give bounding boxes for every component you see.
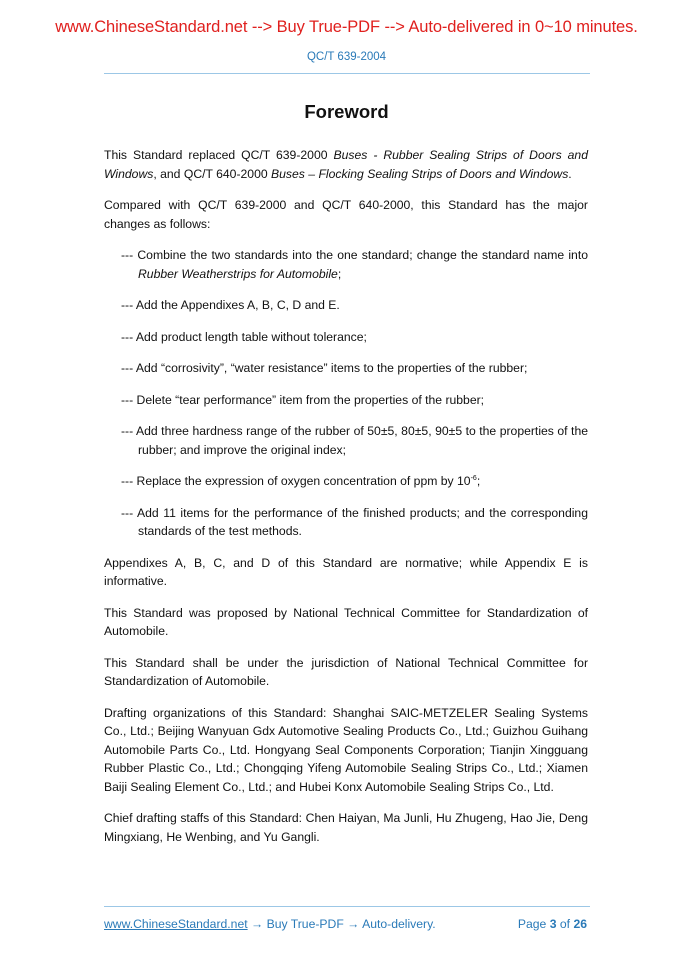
text-run: --- Combine the two standards into the one standard; change the standard name into — [121, 248, 588, 262]
footer-promo — [104, 917, 436, 931]
page-number — [518, 917, 587, 931]
current-page: 3 — [549, 917, 557, 931]
superscript-exponent: -6 — [470, 475, 477, 482]
drafting-staff-paragraph: Chief drafting staffs of this Standard: Chen Haiyan, Ma Junli, Hu Zhugeng, Hao Jie, Deng Mingxiang, He Wenbing, and Yu Gangli. — [104, 811, 588, 844]
text-run: --- Replace the expression of oxygen concentration of ppm by 10 — [121, 474, 471, 488]
change-item: --- Add the Appendixes A, B, C, D and E. — [121, 298, 340, 312]
change-item — [121, 246, 588, 283]
page-label: Page — [517, 917, 550, 931]
website-link[interactable]: www.ChineseStandard.net — [104, 917, 248, 931]
standard-title: Buses – Flocking Sealing Strips of Doors and Windows — [271, 166, 569, 181]
replacement-paragraph — [104, 146, 588, 183]
page-title: Foreword — [304, 101, 389, 122]
total-pages: 26 — [573, 917, 587, 931]
change-item: --- Add three hardness range of the rubber of 50±5, 80±5, 90±5 to the properties of the rubber; and improve the original index; — [121, 424, 588, 457]
document-code: QC/T 639-2004 — [306, 51, 387, 63]
foreword-content — [104, 146, 588, 859]
text-run: ; — [337, 266, 342, 281]
change-item: --- Add product length table without tolerance; — [121, 329, 367, 344]
standard-title: Rubber Weatherstrips for Automobile — [138, 266, 338, 281]
footer-promo-text: → Buy True-PDF → Auto-delivery. — [247, 917, 436, 931]
promo-banner[interactable]: www.ChineseStandard.net --> Buy True-PDF --> Auto-delivered in 0~10 minutes. — [55, 18, 638, 36]
text-run: . — [568, 166, 572, 181]
standard-title: Buses - Rubber Sealing Strips of Doors and Windows — [104, 148, 588, 181]
comparison-paragraph: Compared with QC/T 639-2000 and QC/T 640-2000, this Standard has the major changes as follows: — [104, 198, 588, 231]
change-item: --- Add 11 items for the performance of the finished products; and the corresponding standards of the test methods. — [121, 505, 588, 538]
of-label: of — [556, 917, 574, 931]
change-item — [121, 472, 588, 491]
header-divider — [104, 73, 590, 74]
text-run: , and QC/T 640-2000 — [153, 166, 272, 181]
change-item: --- Add “corrosivity”, “water resistance” items to the properties of the rubber; — [121, 361, 528, 375]
jurisdiction-paragraph: This Standard shall be under the jurisdiction of National Technical Committee for Standardization of Automobile. — [104, 655, 588, 688]
appendix-paragraph: Appendixes A, B, C, and D of this Standard are normative; while Appendix E is informative. — [104, 555, 588, 588]
drafting-organizations-paragraph: Drafting organizations of this Standard: Shanghai SAIC-METZELER Sealing Systems Co., Ltd.; Beijing Wanyuan Gdx Automotive Sealing Products Co., Ltd.; Guizhou Guihang Automobile Parts Co., Ltd. Hongyang Seal Components Corporation; Tianjin Xingguang Rubber Plastic Co., Ltd.; Chongqing Yifeng Automobile Sealing Strips Co., Ltd.; Xiamen Baiji Sealing Element Co., Ltd.; and Hubei Konx Automobile Sealing Strips Co., Ltd. — [104, 705, 588, 794]
proposed-paragraph: This Standard was proposed by National Technical Committee for Standardization of Automobile. — [104, 605, 588, 638]
text-run: This Standard replaced QC/T 639-2000 — [104, 148, 334, 162]
text-run: ; — [476, 474, 481, 488]
change-item: --- Delete “tear performance” item from the properties of the rubber; — [121, 392, 485, 407]
footer-divider — [104, 906, 590, 907]
